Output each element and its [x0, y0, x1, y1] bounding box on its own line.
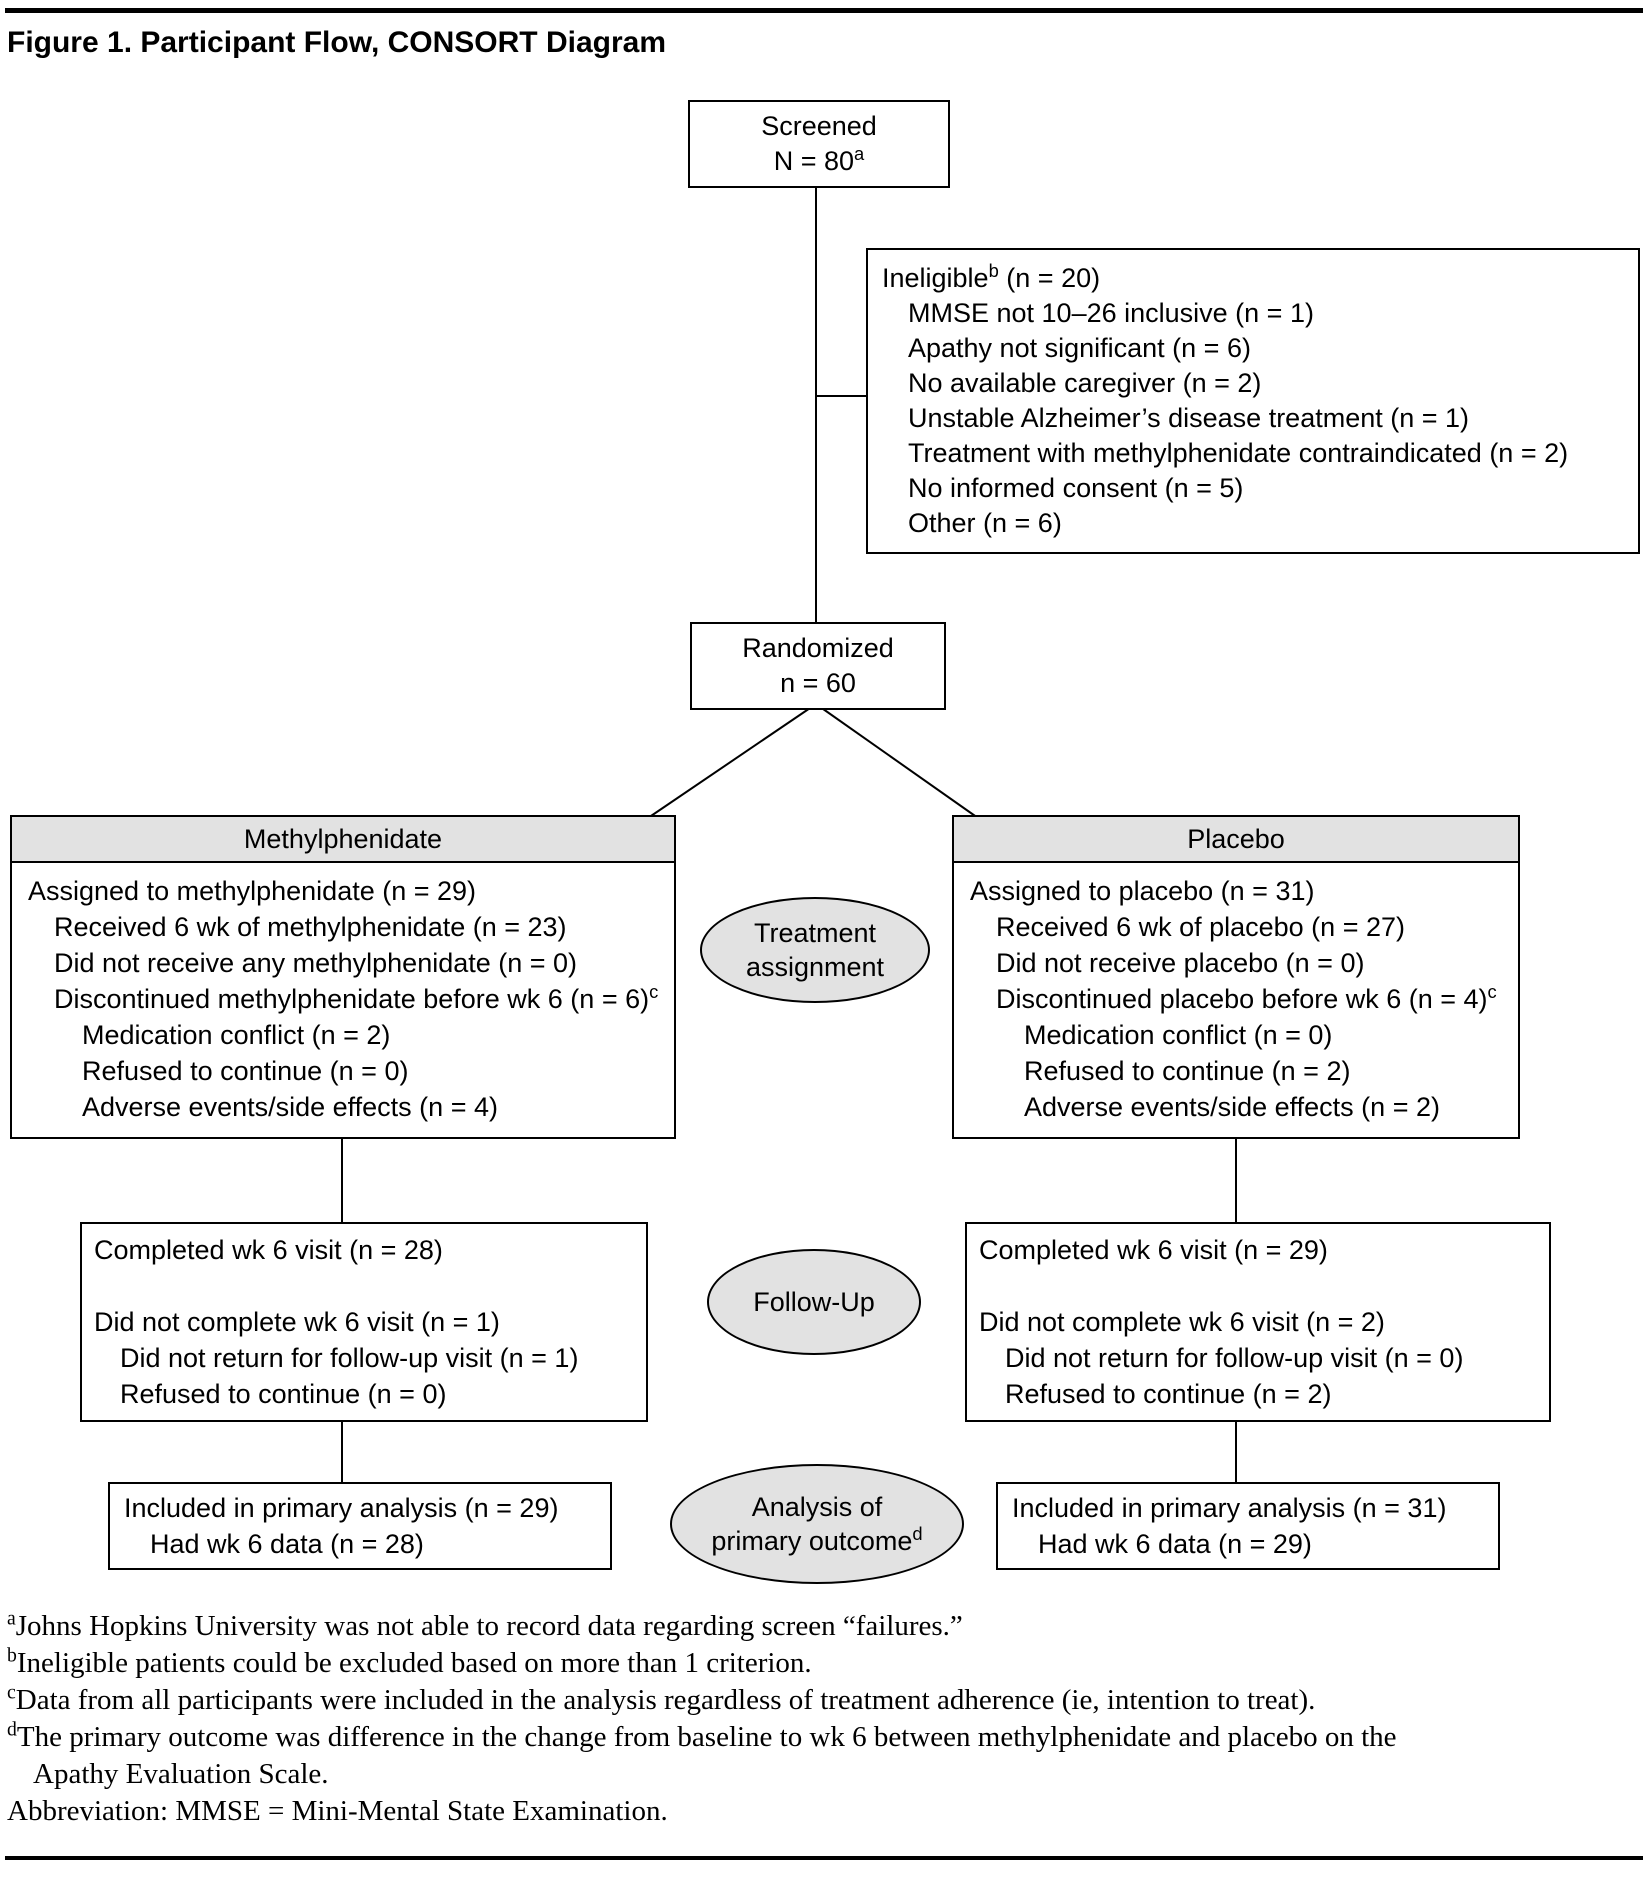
ineligible-item-contraindicated: Treatment with methylphenidate contraindicated (n = 2) — [908, 438, 1569, 468]
methylphenidate-medication-conflict: Medication conflict (n = 2) — [82, 1020, 391, 1050]
methylphenidate-assigned: Assigned to methylphenidate (n = 29) — [28, 876, 477, 906]
methylphenidate-group — [10, 815, 676, 1139]
followup-label: Follow-Up — [753, 1287, 875, 1317]
placebo-not-completed-visit: Did not complete wk 6 visit (n = 2) — [979, 1307, 1385, 1337]
footnote-c — [7, 1682, 1643, 1719]
footnote-b — [7, 1645, 1643, 1682]
placebo-completed-visit: Completed wk 6 visit (n = 29) — [979, 1235, 1328, 1265]
bottom-rule — [5, 1856, 1643, 1860]
placebo-assigned: Assigned to placebo (n = 31) — [970, 876, 1315, 906]
treatment-assignment-line2: assignment — [745, 952, 885, 982]
methylphenidate-discontinued — [28, 981, 658, 1017]
connector-split-left — [648, 704, 816, 818]
methylphenidate-box — [12, 863, 674, 1137]
methylphenidate-header: Methylphenidate — [12, 817, 674, 863]
analysis-footnote-marker: d — [912, 1523, 923, 1544]
blank-line — [94, 1268, 634, 1304]
footnote-d — [7, 1719, 1643, 1756]
placebo-no-return: Did not return for follow-up visit (n = 0) — [1005, 1343, 1464, 1373]
footnote-d-text: The primary outcome was difference in the change from baseline to wk 6 between methylphenidate and placebo on the — [16, 1721, 1397, 1753]
blank-line — [979, 1268, 1537, 1304]
treatment-assignment-line1: Treatment — [753, 918, 877, 948]
placebo-medication-conflict: Medication conflict (n = 0) — [1024, 1020, 1333, 1050]
methylphenidate-followup-refused: Refused to continue (n = 0) — [120, 1379, 447, 1409]
screened-label: Screened — [761, 111, 877, 141]
methylphenidate-not-completed-visit: Did not complete wk 6 visit (n = 1) — [94, 1307, 500, 1337]
methylphenidate-no-return: Did not return for follow-up visit (n = 1) — [120, 1343, 579, 1373]
placebo-received: Received 6 wk of placebo (n = 27) — [996, 912, 1405, 942]
followup-ellipse — [707, 1249, 921, 1355]
footnote-b-marker: b — [7, 1644, 17, 1667]
placebo-had-data: Had wk 6 data (n = 29) — [1038, 1529, 1312, 1559]
footnote-d-continued: Apathy Evaluation Scale. — [33, 1758, 329, 1790]
footnote-a-text: Johns Hopkins University was not able to record data regarding screen “failures.” — [15, 1610, 963, 1642]
placebo-header: Placebo — [954, 817, 1518, 863]
placebo-footnote-marker: c — [1487, 981, 1497, 1002]
methylphenidate-footnote-marker: c — [649, 981, 659, 1002]
placebo-discontinued-text: Discontinued placebo before wk 6 (n = 4) — [996, 984, 1488, 1014]
ineligible-item-apathy: Apathy not significant (n = 6) — [908, 333, 1251, 363]
methylphenidate-refused: Refused to continue (n = 0) — [82, 1056, 409, 1086]
placebo-followup-refused: Refused to continue (n = 2) — [1005, 1379, 1332, 1409]
methylphenidate-discontinued-text: Discontinued methylphenidate before wk 6 (n = 6) — [54, 984, 650, 1014]
ineligible-item-caregiver: No available caregiver (n = 2) — [908, 368, 1262, 398]
methylphenidate-had-data: Had wk 6 data (n = 28) — [150, 1529, 424, 1559]
footnote-b-text: Ineligible patients could be excluded based on more than 1 criterion. — [16, 1647, 812, 1679]
analysis-line2-text: primary outcome — [711, 1526, 913, 1556]
analysis-ellipse — [670, 1464, 964, 1584]
footnote-d-marker: d — [7, 1718, 17, 1741]
methylphenidate-followup-box — [80, 1222, 648, 1422]
figure-title: Figure 1. Participant Flow, CONSORT Diagram — [7, 26, 666, 59]
screened-footnote-marker: a — [854, 143, 865, 164]
abbreviation-note: Abbreviation: MMSE = Mini-Mental State Examination. — [7, 1795, 668, 1827]
placebo-discontinued — [970, 981, 1502, 1017]
footnote-a-marker: a — [7, 1607, 16, 1630]
placebo-box — [954, 863, 1518, 1137]
methylphenidate-included-analysis: Included in primary analysis (n = 29) — [124, 1493, 559, 1523]
footnote-c-marker: c — [7, 1681, 16, 1704]
analysis-line1: Analysis of — [751, 1492, 883, 1522]
screened-count-text: N = 80 — [773, 146, 855, 176]
placebo-analysis-box — [996, 1482, 1500, 1570]
methylphenidate-received: Received 6 wk of methylphenidate (n = 23) — [54, 912, 567, 942]
footnotes — [7, 1608, 1643, 1830]
placebo-refused: Refused to continue (n = 2) — [1024, 1056, 1351, 1086]
screened-count — [690, 144, 948, 179]
connector-split-right — [816, 704, 978, 818]
placebo-group — [952, 815, 1520, 1139]
ineligible-item-no-consent: No informed consent (n = 5) — [908, 473, 1244, 503]
footnote-c-text: Data from all participants were included in the analysis regardless of treatment adherence (ie, intention to treat). — [15, 1684, 1316, 1716]
ineligible-box — [866, 248, 1640, 554]
treatment-assignment-ellipse — [700, 897, 930, 1003]
ineligible-item-unstable-treatment: Unstable Alzheimer’s disease treatment (n = 1) — [908, 403, 1470, 433]
methylphenidate-not-received: Did not receive any methylphenidate (n = 0) — [54, 948, 578, 978]
methylphenidate-analysis-box — [108, 1482, 612, 1570]
screened-box — [688, 100, 950, 188]
ineligible-heading-text: Ineligible — [882, 263, 989, 293]
randomized-count: n = 60 — [780, 668, 856, 698]
methylphenidate-adverse-events: Adverse events/side effects (n = 4) — [82, 1092, 498, 1122]
randomized-label: Randomized — [742, 633, 894, 663]
randomized-box — [690, 622, 946, 710]
placebo-not-received: Did not receive placebo (n = 0) — [996, 948, 1365, 978]
analysis-line2 — [711, 1524, 922, 1558]
footnote-a — [7, 1608, 1643, 1645]
ineligible-item-mmse: MMSE not 10–26 inclusive (n = 1) — [908, 298, 1314, 328]
ineligible-heading-count: (n = 20) — [998, 263, 1101, 293]
ineligible-heading — [882, 261, 1624, 296]
placebo-included-analysis: Included in primary analysis (n = 31) — [1012, 1493, 1447, 1523]
placebo-adverse-events: Adverse events/side effects (n = 2) — [1024, 1092, 1440, 1122]
placebo-followup-box — [965, 1222, 1551, 1422]
methylphenidate-completed-visit: Completed wk 6 visit (n = 28) — [94, 1235, 443, 1265]
ineligible-item-other: Other (n = 6) — [908, 508, 1062, 538]
ineligible-footnote-marker: b — [988, 260, 999, 281]
